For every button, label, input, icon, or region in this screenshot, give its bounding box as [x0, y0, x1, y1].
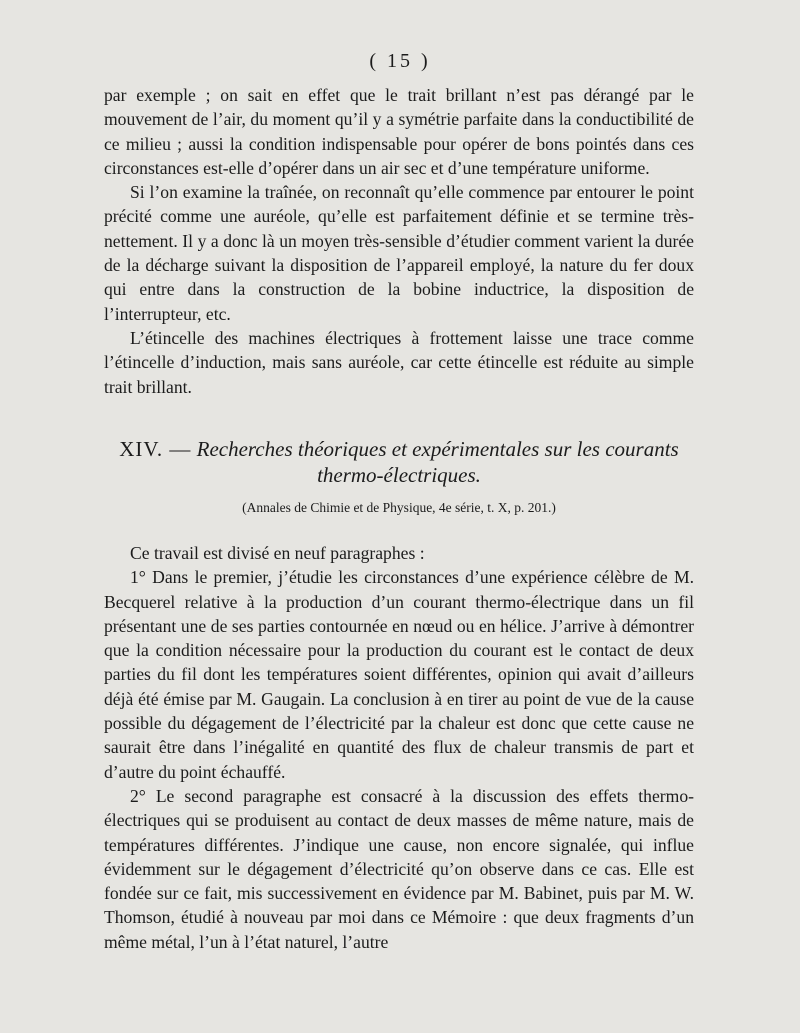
section-source: (Annales de Chimie et de Physique, 4e série, t. X, p. 201.): [242, 500, 556, 515]
paragraph: par exemple ; on sait en effet que le trait brillant n’est pas dérangé par le mouvement de l’air, du moment qu’il y a symétrie parfaite dans la conductibilité de ce milieu ; aussi la condition indispensable pour opérer de bons pointés dans ces circonstances est-elle d’opérer dans un air sec et d’une température uniforme.: [104, 85, 694, 178]
body-text: [104, 541, 694, 954]
page-number: ( 15 ): [369, 50, 431, 72]
paragraph: Ce travail est divisé en neuf paragraphes :: [130, 543, 425, 563]
paragraph: L’étincelle des machines électriques à frottement laisse une trace comme l’étincelle d’induction, mais sans auréole, car cette étincelle est réduite au simple trait brillant.: [104, 327, 694, 397]
paragraph: 1° Dans le premier, j’étudie les circonstances d’une expérience célèbre de M. Becquerel relative à la production d’un courant thermo-électrique dans un fil présentant une de ses parties contournée en nœud ou en hélice. J’arrive à démontrer que la condition nécessaire pour la production du courant est le contact de deux parties du fil dont les températures soient différentes, opinion qui avait d’ailleurs déjà été émise par M. Gaugain. La conclusion à en tirer au point de vue de la cause possible du dégagement de l’électricité par la chaleur est donc que cette cause ne saurait être dans l’inégalité en quantité des flux de chaleur transmis de part et d’autre du point échauffé.: [104, 567, 694, 782]
section-heading: [104, 436, 694, 488]
paragraph: 2° Le second paragraphe est consacré à la discussion des effets thermo-électriques qui se produisent au contact de deux masses de même nature, mais de températures différentes. J’indique une cause, non encore signalée, qui influe évidemment sur le dégagement d’électricité qu’on observe dans ce cas. Elle est fondée sur ce fait, mis successivement en évidence par M. Babinet, puis par M. W. Thomson, étudié à nouveau par moi dans ce Mémoire : que deux fragments d’un même métal, l’un à l’état naturel, l’autre: [104, 785, 694, 952]
intro-text: [104, 83, 694, 399]
section-numeral: XIV. —: [119, 437, 192, 461]
section-title: Recherches théoriques et expérimentales sur les courants thermo-électriques.: [196, 437, 679, 487]
paragraph: Si l’on examine la traînée, on reconnaît qu’elle commence par entourer le point précité comme une auréole, qu’elle est parfaitement définie et se termine très-nettement. Il y a donc là un moyen très-sensible d’étudier comment varient la durée de la décharge suivant la disposition de l’appareil employé, la nature du fer doux qui entre dans la construction de la bobine inductrice, la disposition de l’interrupteur, etc.: [104, 182, 694, 324]
